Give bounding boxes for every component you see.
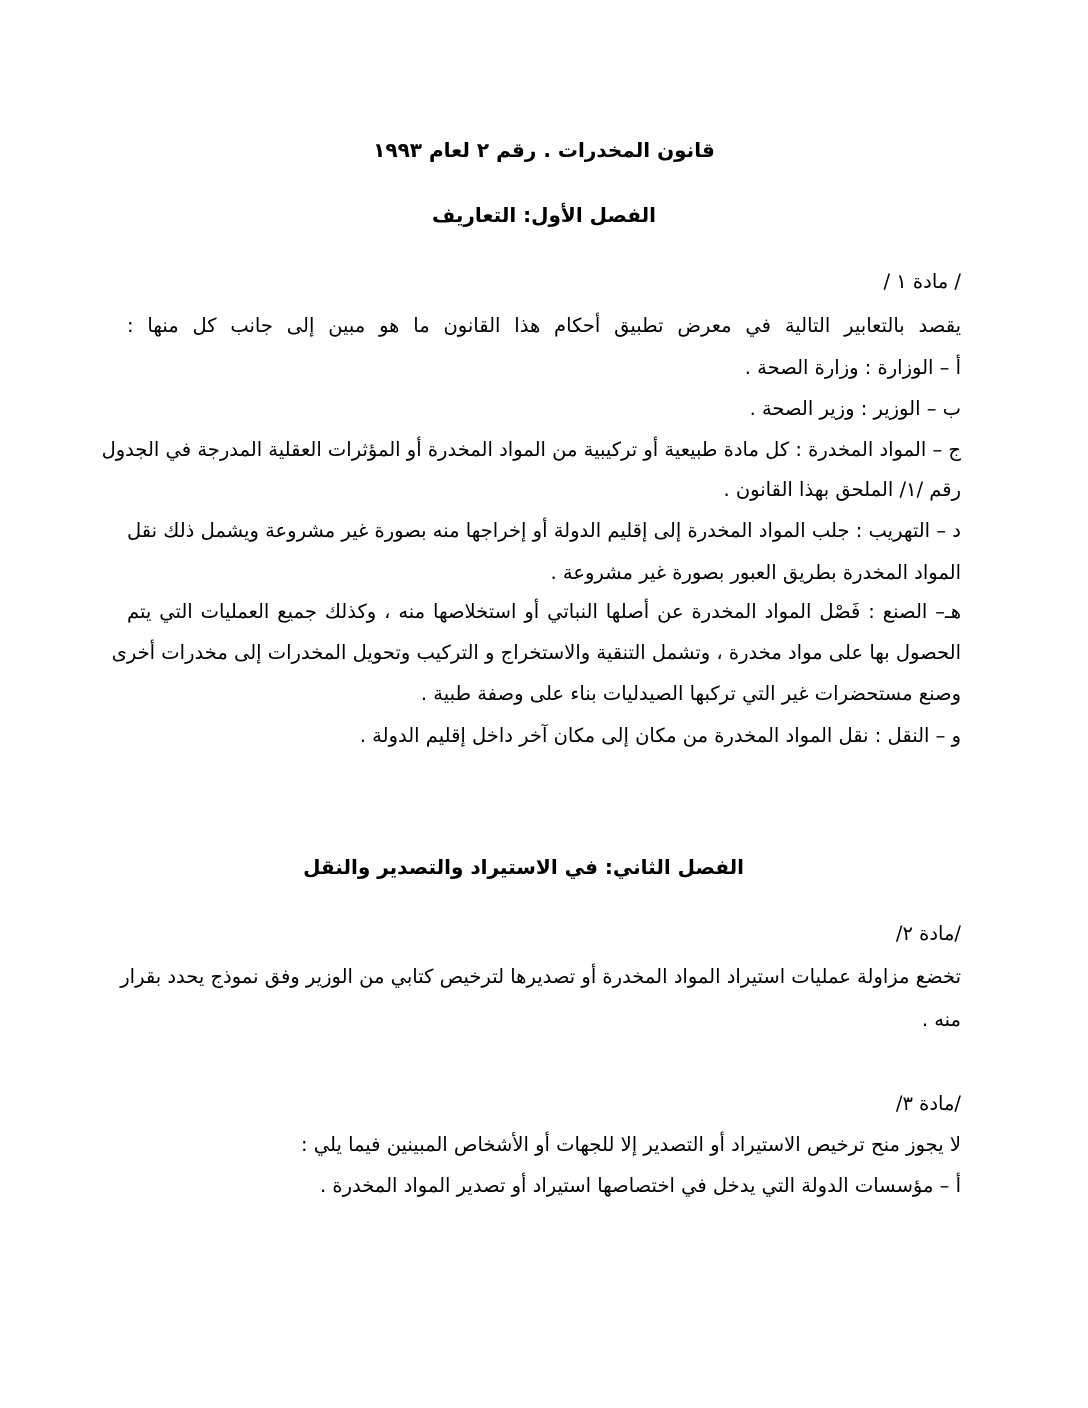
article-1-line: يقصد بالتعابير التالية في معرض تطبيق أحكام هذا القانون ما هو مبين إلى جانب كل منها : bbox=[127, 314, 961, 337]
article-1-line: ب – الوزير : وزير الصحة . bbox=[749, 397, 961, 420]
article-2-line: تخضع مزاولة عمليات استيراد المواد المخدرة أو تصديرها لترخيص كتابي من الوزير وفق نموذج يحدد بقرار bbox=[120, 965, 961, 988]
article-1-line: ج – المواد المخدرة : كل مادة طبيعية أو تركيبية من المواد المخدرة أو المؤثرات العقلية المدرجة في الجدول bbox=[101, 438, 961, 461]
chapter-1-heading: الفصل الأول: التعاريف bbox=[432, 203, 656, 227]
article-1-line: رقم /١/ الملحق بهذا القانون . bbox=[723, 478, 961, 501]
article-1-line: د – التهريب : جلب المواد المخدرة إلى إقليم الدولة أو إخراجها منه بصورة غير مشروعة ويشمل ذلك نقل bbox=[127, 519, 961, 542]
chapter-2-heading: الفصل الثاني: في الاستيراد والتصدير والنقل bbox=[303, 855, 744, 879]
article-3-line: أ – مؤسسات الدولة التي يدخل في اختصاصها استيراد أو تصدير المواد المخدرة . bbox=[319, 1174, 961, 1197]
article-1-line: و – النقل : نقل المواد المخدرة من مكان إلى مكان آخر داخل إقليم الدولة . bbox=[359, 724, 961, 747]
article-1-line: أ – الوزارة : وزارة الصحة . bbox=[744, 356, 961, 379]
article-3-label: /مادة ٣/ bbox=[895, 1092, 961, 1115]
article-1-label: / مادة ١ / bbox=[883, 270, 961, 293]
article-1-line: هـ– الصنع : فَصْل المواد المخدرة عن أصلها النباتي أو استخلاصها منه ، وكذلك جميع العمليات التي يتم bbox=[127, 600, 961, 623]
document-title: قانون المخدرات . رقم ٢ لعام ١٩٩٣ bbox=[373, 138, 715, 162]
article-2-line: منه . bbox=[921, 1008, 961, 1031]
article-1-line: وصنع مستحضرات غير التي تركبها الصيدليات بناء على وصفة طبية . bbox=[420, 682, 961, 705]
article-2-label: /مادة ٢/ bbox=[895, 922, 961, 945]
article-1-line: الحصول بها على مواد مخدرة ، وتشمل التنقية والاستخراج و التركيب وتحويل المخدرات إلى مخدرات أخرى bbox=[111, 641, 961, 664]
article-3-line: لا يجوز منح ترخيص الاستيراد أو التصدير إلا للجهات أو الأشخاص المبينين فيما يلي : bbox=[300, 1133, 961, 1156]
article-1-line: المواد المخدرة بطريق العبور بصورة غير مشروعة . bbox=[550, 561, 961, 584]
